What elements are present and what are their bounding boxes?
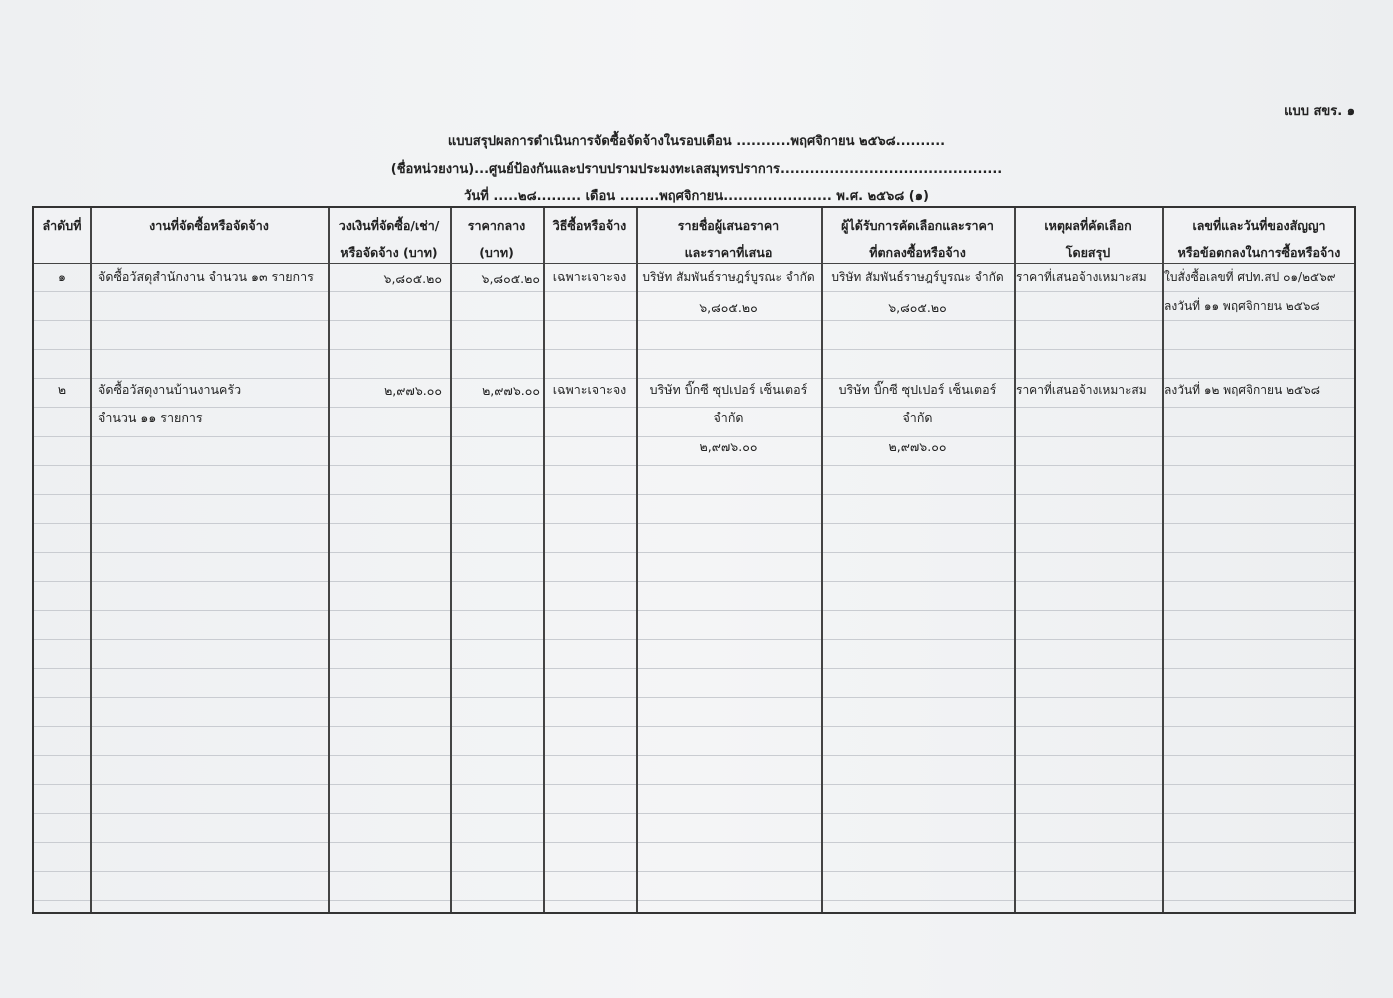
row2-method: เฉพาะเจาะจง (552, 382, 627, 397)
row1-median: ๖,๘๐๕.๒๐ (481, 271, 540, 286)
row1-bidder-name: บริษัท สัมพันธ์ราษฎร์บูรณะ จำกัด (642, 270, 815, 284)
col-header-method: วิธีซื้อหรือจ้าง (552, 218, 627, 233)
row2-selected-price: ๒,๙๗๖.๐๐ (888, 439, 947, 454)
row1-reason: ราคาที่เสนอจ้างเหมาะสม (1016, 270, 1147, 284)
row1-selected-price: ๖,๘๐๕.๒๐ (888, 300, 947, 315)
row1-contract-no: ใบสั่งซื้อเลขที่ ศปท.สป ๐๑/๒๕๖๙ (1164, 270, 1336, 284)
row1-budget: ๖,๘๐๕.๒๐ (383, 271, 442, 286)
col-header-median: ราคากลาง (บาท) (467, 218, 526, 260)
row2-bidder-price: ๒,๙๗๖.๐๐ (699, 439, 758, 454)
row1-contract-date: ลงวันที่ ๑๑ พฤศจิกายน ๒๕๖๘ (1164, 299, 1320, 313)
row2-selected-name: บริษัท บิ๊กซี ซุปเปอร์ เซ็นเตอร์ (838, 382, 997, 397)
col-header-selected: ผู้ได้รับการคัดเลือกและราคา ที่ตกลงซื้อหรือจ้าง (841, 218, 994, 260)
report-date: วันที่ .....๒๘......... เดือน ........พฤศจิกายน...................... พ.ศ. ๒๕๖๘ (๑) (464, 189, 929, 204)
row2-task-line1: จัดซื้อวัสดุงานบ้านงานครัว (98, 382, 242, 397)
col-header-reason: เหตุผลที่คัดเลือก โดยสรุป (1044, 218, 1132, 260)
row1-method: เฉพาะเจาะจง (552, 269, 627, 284)
row2-bidder-name-cont: จำกัด (713, 410, 744, 425)
row2-task-line2: จำนวน ๑๑ รายการ (98, 410, 203, 425)
col-header-task: งานที่จัดซื้อหรือจัดจ้าง (149, 218, 269, 233)
row2-reason: ราคาที่เสนอจ้างเหมาะสม (1016, 383, 1147, 397)
form-code: แบบ สขร. ๑ (1284, 104, 1355, 119)
row2-no: ๒ (57, 382, 67, 397)
row2-bidder-name: บริษัท บิ๊กซี ซุปเปอร์ เซ็นเตอร์ (649, 382, 808, 397)
row2-contract-date: ลงวันที่ ๑๒ พฤศจิกายน ๒๕๖๘ (1164, 383, 1320, 397)
col-header-no: ลำดับที่ (42, 218, 82, 233)
agency-name: (ชื่อหน่วยงาน)...ศูนย์ป้องกันและปราบปรามประมงทะเลสมุทรปราการ............................................. (390, 162, 1003, 177)
row1-bidder-price: ๖,๘๐๕.๒๐ (699, 300, 758, 315)
row1-task: จัดซื้อวัสดุสำนักงาน จำนวน ๑๓ รายการ (98, 269, 314, 284)
procurement-table (32, 206, 1356, 914)
col-header-budget: วงเงินที่จัดซื้อ/เช่า/ หรือจัดจ้าง (บาท) (338, 218, 440, 260)
column-divider (90, 208, 92, 912)
column-divider (543, 208, 545, 912)
col-header-contract: เลขที่และวันที่ของสัญญา หรือข้อตกลงในการซื้อหรือจ้าง (1177, 218, 1341, 260)
column-divider (328, 208, 330, 912)
report-title: แบบสรุปผลการดำเนินการจัดซื้อจัดจ้างในรอบเดือน ...........พฤศจิกายน ๒๕๖๘.......... (447, 134, 946, 149)
row1-selected-name: บริษัท สัมพันธ์ราษฎร์บูรณะ จำกัด (831, 270, 1004, 284)
row2-budget: ๒,๙๗๖.๐๐ (384, 383, 442, 398)
row1-no: ๑ (58, 269, 66, 284)
column-divider (1014, 208, 1016, 912)
column-divider (450, 208, 452, 912)
row2-selected-name-cont: จำกัด (902, 410, 933, 425)
col-header-bidders: รายชื่อผู้เสนอราคา และราคาที่เสนอ (677, 218, 780, 260)
row2-median: ๒,๙๗๖.๐๐ (482, 383, 540, 398)
